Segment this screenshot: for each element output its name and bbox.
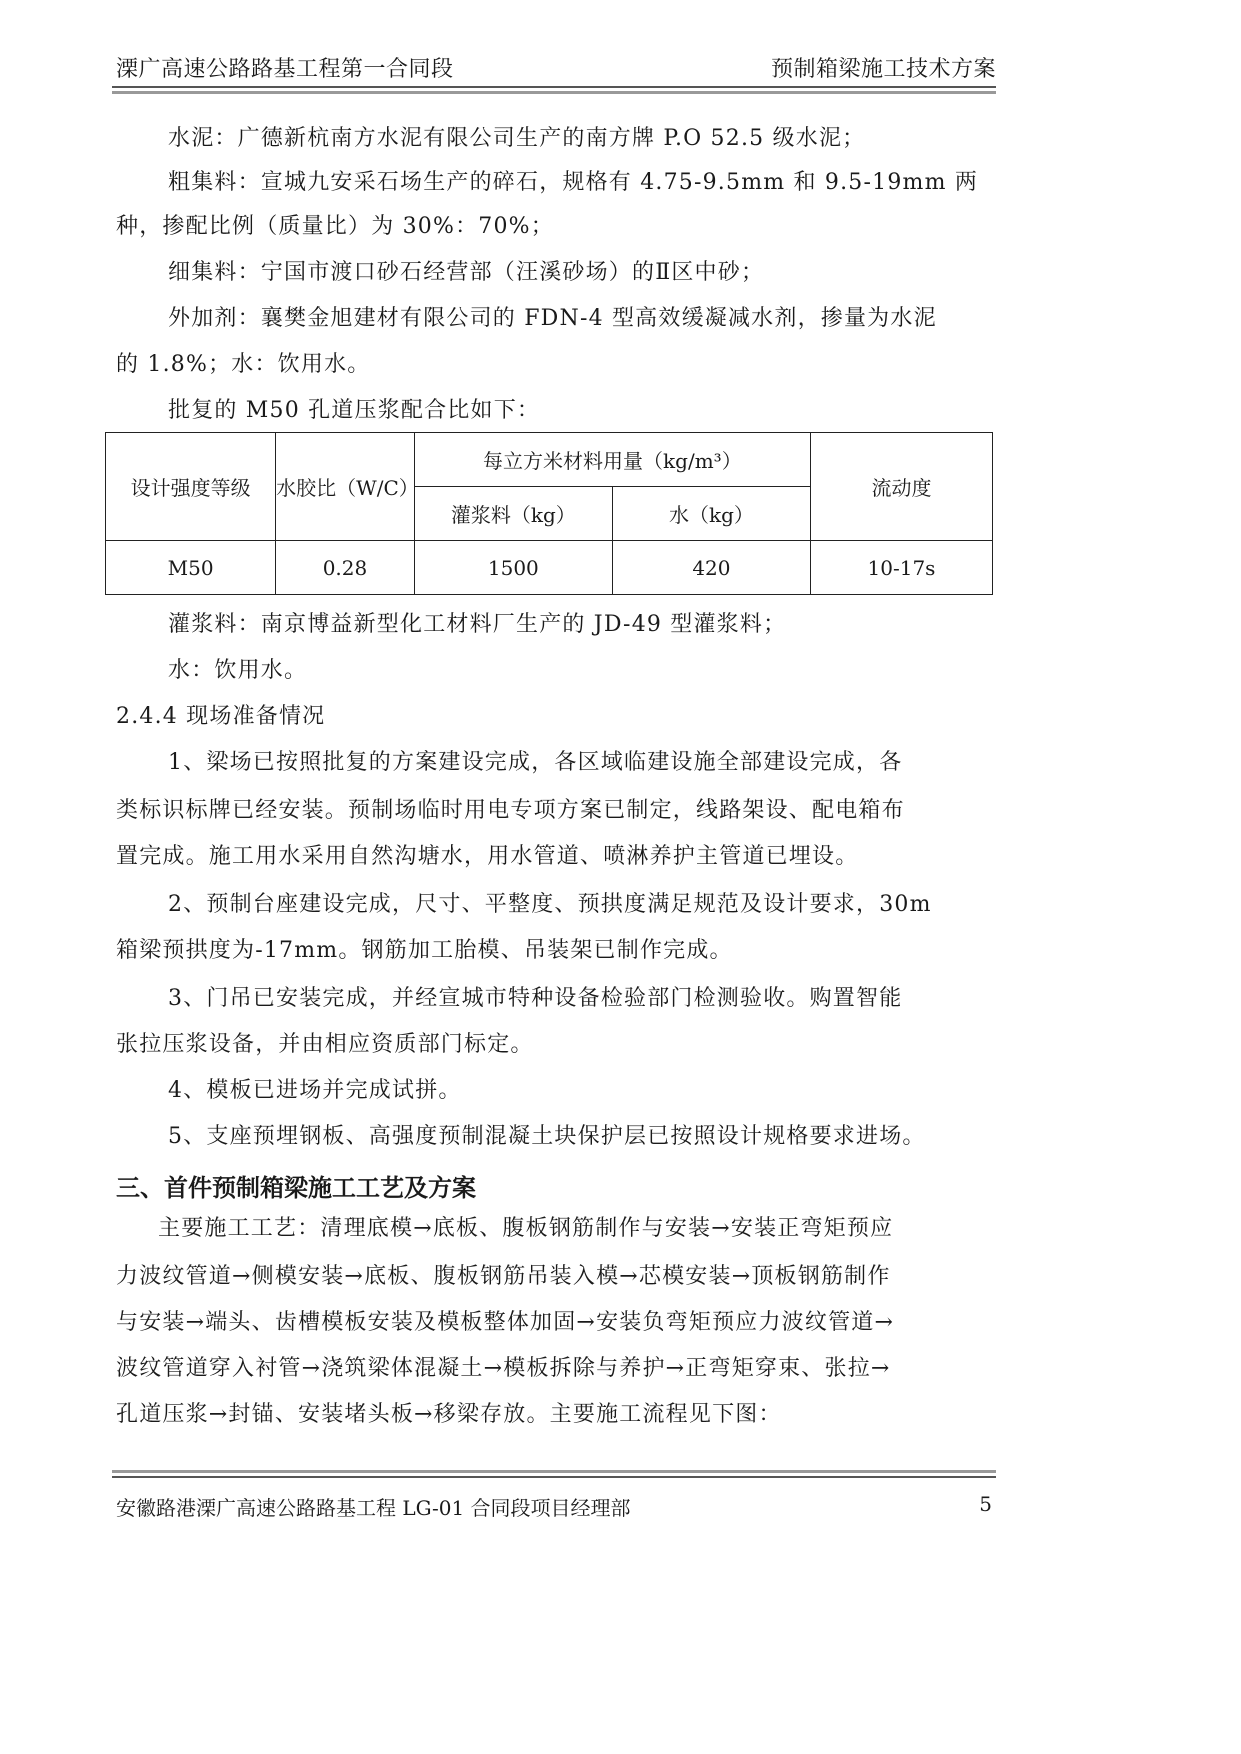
grout-mix-table — [105, 432, 993, 595]
cell-water: 420 — [612, 541, 810, 595]
header-doc-title: 预制箱梁施工技术方案 — [770, 57, 996, 82]
cell-grout: 1500 — [414, 541, 612, 595]
footer-rule-thin — [112, 1476, 996, 1478]
process-line-3: 与安装→端头、齿槽模板安装及模板整体加固→安装负弯矩预应力波纹管道→ — [116, 1310, 895, 1335]
cell-grade: M50 — [106, 541, 276, 595]
grout-material-line: 灌浆料：南京博益新型化工材料厂生产的 JD-49 型灌浆料； — [168, 612, 787, 637]
th-grout: 灌浆料（kg） — [414, 487, 612, 541]
cement-line: 水泥：广德新杭南方水泥有限公司生产的南方牌 P.O 52.5 级水泥； — [168, 126, 866, 151]
footer-department: 安徽路港溧广高速公路路基工程 LG-01 合同段项目经理部 — [116, 1496, 631, 1520]
item-3-line-1: 3、门吊已安装完成，并经宣城市特种设备检验部门检测验收。购置智能 — [168, 986, 903, 1011]
footer-rule-thick — [112, 1470, 996, 1473]
cell-ratio: 0.28 — [276, 541, 415, 595]
item-1-line-3: 置完成。施工用水采用自然沟塘水，用水管道、喷淋养护主管道已埋设。 — [116, 844, 859, 869]
water-line: 水：饮用水。 — [168, 658, 308, 683]
item-3-line-2: 张拉压浆设备，并由相应资质部门标定。 — [116, 1032, 534, 1057]
th-water: 水（kg） — [612, 487, 810, 541]
admixture-line-2: 的 1.8%；水：饮用水。 — [116, 352, 371, 377]
table-intro: 批复的 M50 孔道压浆配合比如下： — [168, 398, 541, 423]
item-4-line: 4、模板已进场并完成试拼。 — [168, 1078, 462, 1103]
table-row — [106, 541, 993, 595]
coarse-aggregate-line-2: 种，掺配比例（质量比）为 30%：70%； — [116, 214, 554, 239]
item-1-line-2: 类标识标牌已经安装。预制场临时用电专项方案已制定，线路架设、配电箱布 — [116, 798, 905, 823]
item-1-line-1: 1、梁场已按照批复的方案建设完成，各区域临建设施全部建设完成，各 — [168, 750, 903, 775]
item-5-line: 5、支座预埋钢板、高强度预制混凝土块保护层已按照设计规格要求进场。 — [168, 1124, 926, 1149]
th-usage: 每立方米材料用量（kg/m³） — [414, 433, 810, 487]
item-2-line-1: 2、预制台座建设完成，尺寸、平整度、预拱度满足规范及设计要求，30m — [168, 892, 932, 917]
fine-aggregate-line: 细集料：宁国市渡口砂石经营部（汪溪砂场）的Ⅱ区中砂； — [168, 260, 765, 285]
process-line-2: 力波纹管道→侧模安装→底板、腹板钢筋吊装入模→芯模安装→顶板钢筋制作 — [116, 1264, 891, 1289]
page-number: 5 — [979, 1492, 992, 1516]
admixture-line-1: 外加剂：襄樊金旭建材有限公司的 FDN-4 型高效缓凝减水剂，掺量为水泥 — [168, 306, 937, 331]
header-rule-thick — [112, 91, 996, 94]
th-ratio: 水胶比（W/C） — [276, 433, 415, 541]
process-line-5: 孔道压浆→封锚、安装堵头板→移梁存放。主要施工流程见下图： — [116, 1402, 782, 1427]
section-3-heading: 三、首件预制箱梁施工工艺及方案 — [116, 1174, 476, 1202]
header-rule-thin — [112, 86, 996, 88]
th-flow: 流动度 — [810, 433, 992, 541]
section-2-4-4-title: 2.4.4 现场准备情况 — [116, 704, 326, 729]
process-line-1: 主要施工工艺：清理底模→底板、腹板钢筋制作与安装→安装正弯矩预应 — [158, 1216, 894, 1241]
header-project-name: 溧广高速公路路基工程第一合同段 — [116, 57, 454, 82]
coarse-aggregate-line-1: 粗集料：宣城九安采石场生产的碎石，规格有 4.75-9.5mm 和 9.5-19mm 两 — [168, 170, 979, 195]
process-line-4: 波纹管道穿入衬管→浇筑梁体混凝土→模板拆除与养护→正弯矩穿束、张拉→ — [116, 1356, 891, 1381]
cell-flow: 10-17s — [810, 541, 992, 595]
th-grade: 设计强度等级 — [106, 433, 276, 541]
item-2-line-2: 箱梁预拱度为-17mm。钢筋加工胎模、吊装架已制作完成。 — [116, 938, 733, 963]
